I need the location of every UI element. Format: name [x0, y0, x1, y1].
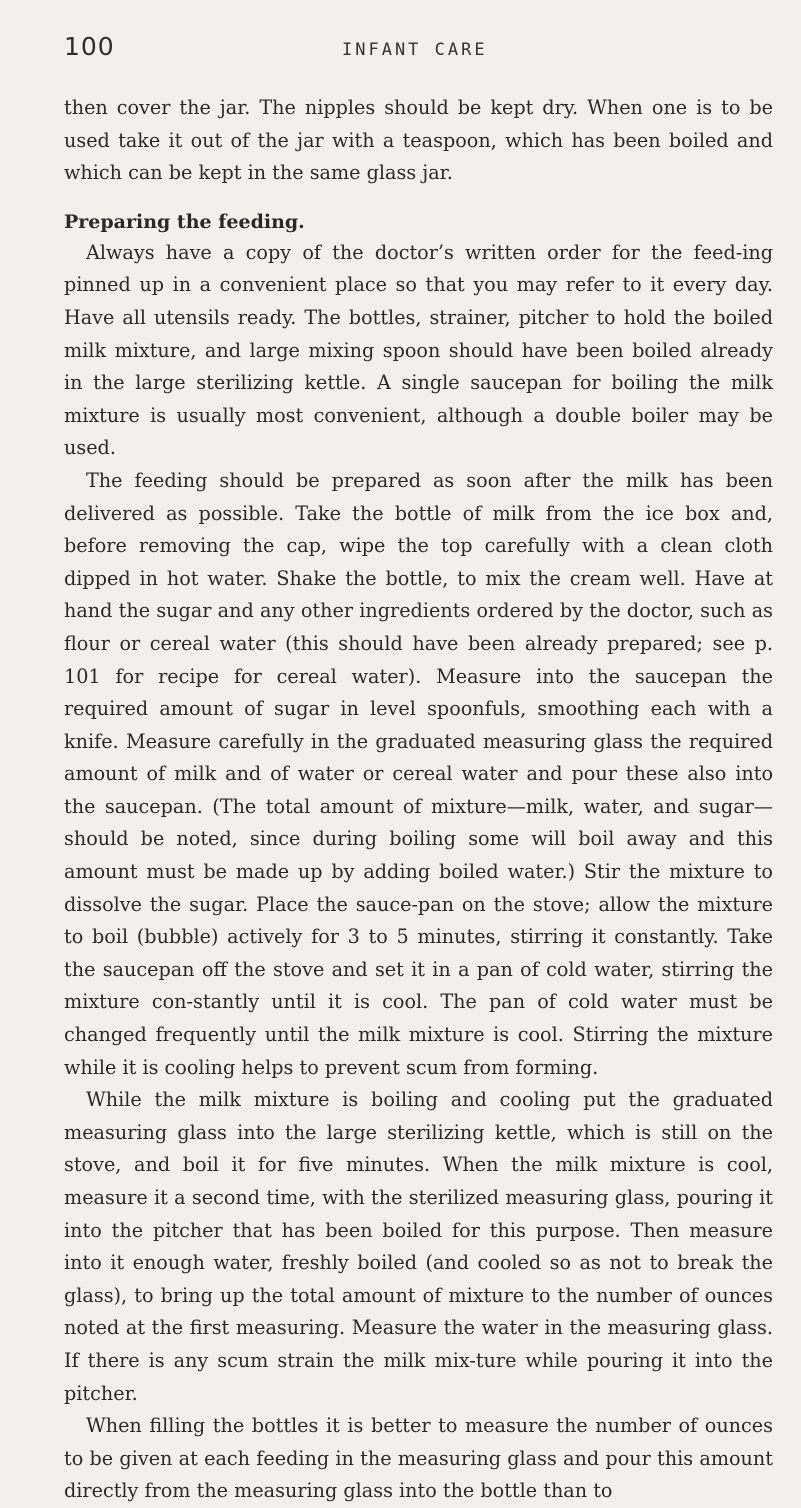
paragraph: The feeding should be prepared as soon after the milk has been delivered as possible. Take the bottle of milk from the ice box and, before removing the cap, wipe the top carefully with a clean cloth dipped in hot water. Shake the bottle, to mix the cream well. Have at hand the sugar and any other ingredients ordered by the doctor, such as flour or cereal water (this should have been already prepared; see p. 101 for recipe for cereal water). Measure into the saucepan the required amount of sugar in level spoonfuls, smoothing each with a knife. Measure carefully in the graduated measuring glass the required amount of milk and of water or cereal water and pour these also into the saucepan. (The total amount of mixture—milk, water, and sugar—should be noted, since during boiling some will boil away and this amount must be made up by adding boiled water.) Stir the mixture to dissolve the sugar. Place the sauce-pan on the stove; allow the mixture to boil (bubble) actively for 3 to 5 minutes, stirring it constantly. Take the saucepan off the stove and set it in a pan of cold water, stirring the mixture con-stantly until it is cool. The pan of cold water must be changed frequently until the milk mixture is cool. Stirring the mixture while it is cooling helps to prevent scum from forming.	[64, 468, 773, 1079]
body-text	[64, 92, 773, 1508]
page-number: 100	[64, 32, 115, 61]
section-heading: Preparing the feeding.	[64, 210, 305, 233]
running-head	[64, 32, 773, 68]
paragraph: While the milk mixture is boiling and cooling put the graduated measuring glass into the large sterilizing kettle, which is still on the stove, and boil it for five minutes. When the milk mixture is cool, measure it a second time, with the sterilized measuring glass, pouring it into the pitcher that has been boiled for this purpose. Then measure into it enough water, freshly boiled (and cooled so as not to break the glass), to bring up the total amount of mixture to the number of ounces noted at the first measuring. Measure the water in the measuring glass. If there is any scum strain the milk mix-ture while pouring it into the pitcher.	[64, 1088, 773, 1405]
paragraph: Always have a copy of the doctor’s written order for the feed-ing pinned up in a convenient place so that you may refer to it every day. Have all utensils ready. The bottles, strainer, pitcher to hold the boiled milk mixture, and large mixing spoon should have been boiled already in the large sterilizing kettle. A single saucepan for boiling the milk mixture is usually most convenient, although a double boiler may be used.	[64, 240, 773, 460]
running-head-title: INFANT CARE	[342, 40, 488, 60]
intro-paragraph: then cover the jar. The nipples should be kept dry. When one is to be used take it out of the jar with a teaspoon, which has been boiled and which can be kept in the same glass jar.	[64, 96, 773, 185]
paragraph: When filling the bottles it is better to measure the number of ounces to be given at each feeding in the measuring glass and pour this amount directly from the measuring glass into the bottle than to	[64, 1414, 773, 1503]
